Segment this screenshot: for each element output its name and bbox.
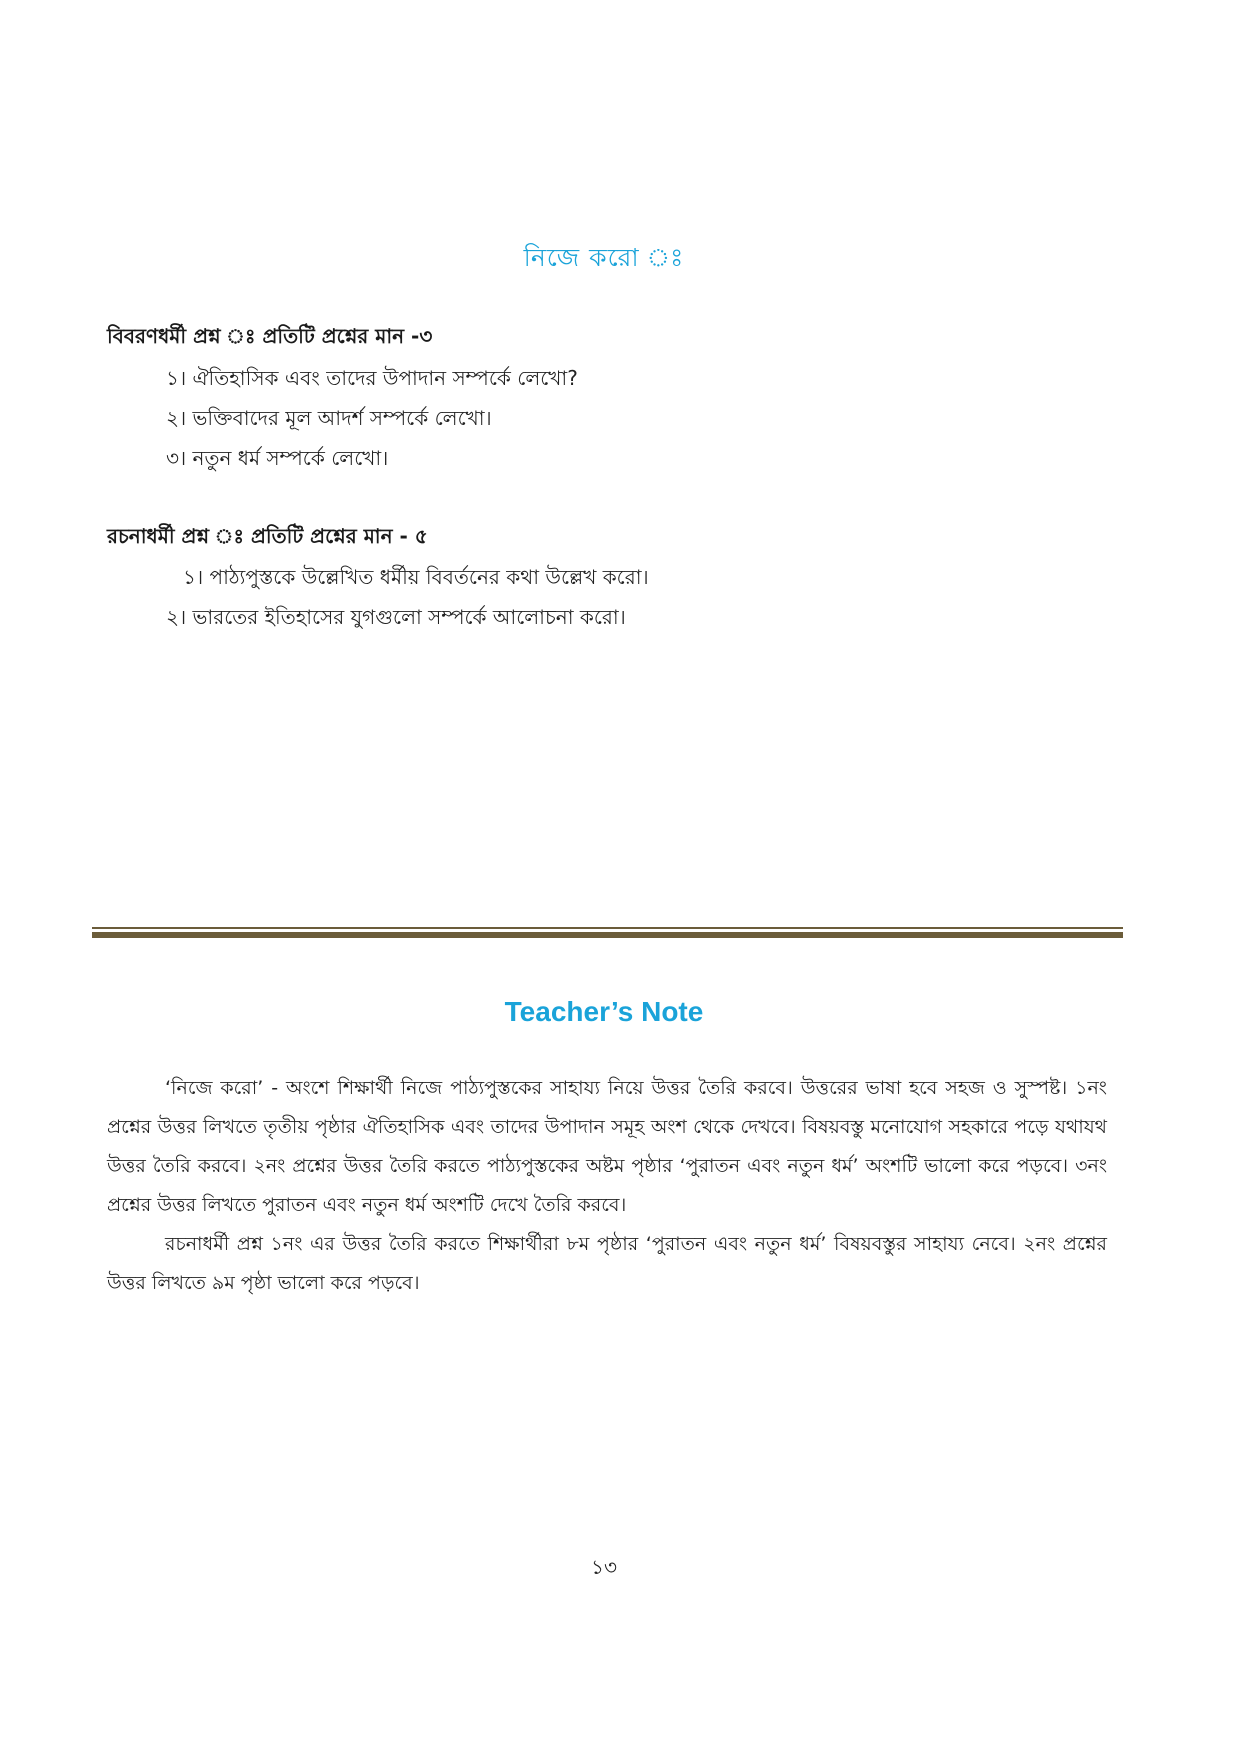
teachers-note-title: Teacher’s Note xyxy=(504,996,704,1027)
section-divider-thick xyxy=(92,932,1123,938)
descriptive-question-3: ৩। নতুন ধর্ম সম্পর্কে লেখো। xyxy=(166,446,389,470)
essay-questions-heading: রচনাধর্মী প্রশ্ন ঃ প্রতিটি প্রশ্নের মান - ৫ xyxy=(107,524,428,548)
teachers-note-paragraph-2: রচনাধর্মী প্রশ্ন ১নং এর উত্তর তৈরি করতে শিক্ষার্থীরা ৮ম পৃষ্ঠার ‘পুরাতন এবং নতুন ধর্ম’ বিষয়বস্তুর সাহায্য নেবে। ২নং প্রশ্নের উত্তর লিখতে ৯ম পৃষ্ঠা ভালো করে পড়বে। xyxy=(107,1233,1107,1294)
self-practice-heading: নিজে করো ঃ xyxy=(523,243,685,272)
page-number: ১৩ xyxy=(591,1555,617,1579)
teachers-note-paragraph-1: ‘নিজে করো’ - অংশে শিক্ষার্থী নিজে পাঠ্যপুস্তকের সাহায্য নিয়ে উত্তর তৈরি করবে। উত্তরের ভাষা হবে সহজ ও সুস্পষ্ট। ১নং প্রশ্নের উত্তর লিখতে তৃতীয় পৃষ্ঠার ঐতিহাসিক এবং তাদের উপাদান সমূহ অংশ থেকে দেখবে। বিষয়বস্তু মনোযোগ সহকারে পড়ে যথাযথ উত্তর তৈরি করবে। ২নং প্রশ্নের উত্তর তৈরি করতে পাঠ্যপুস্তকের অষ্টম পৃষ্ঠার ‘পুরাতন এবং নতুন ধর্ম’ অংশটি ভালো করে পড়বে। ৩নং প্রশ্নের উত্তর লিখতে পুরাতন এবং নতুন ধর্ম অংশটি দেখে তৈরি করবে। xyxy=(107,1077,1107,1216)
essay-question-2: ২। ভারতের ইতিহাসের যুগগুলো সম্পর্কে আলোচনা করো। xyxy=(166,605,626,629)
descriptive-question-1: ১। ঐতিহাসিক এবং তাদের উপাদান সম্পর্কে লেখো? xyxy=(166,366,578,390)
descriptive-questions-heading: বিবরণধর্মী প্রশ্ন ঃ প্রতিটি প্রশ্নের মান -৩ xyxy=(107,324,433,348)
section-divider-thin xyxy=(92,927,1123,929)
teachers-note-body xyxy=(107,1069,1107,1303)
descriptive-question-2: ২। ভক্তিবাদের মূল আদর্শ সম্পর্কে লেখো। xyxy=(166,406,492,430)
essay-question-1: ১। পাঠ্যপুস্তকে উল্লেখিত ধর্মীয় বিবর্তনের কথা উল্লেখ করো। xyxy=(183,565,649,589)
